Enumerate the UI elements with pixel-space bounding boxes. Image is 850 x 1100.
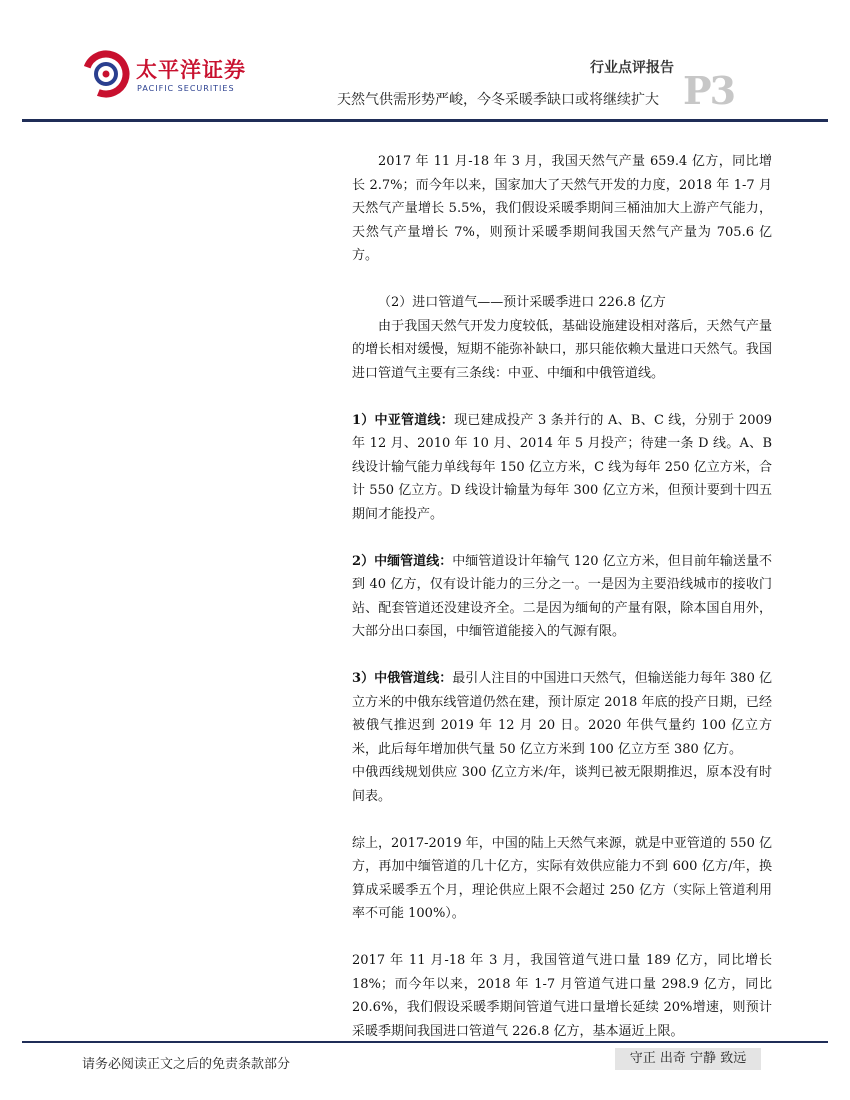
paragraph-russia-west-line: 中俄西线规划供应 300 亿立方米/年，谈判已被无限期推迟，原本没有时间表。 <box>352 765 772 804</box>
main-text <box>352 150 772 1043</box>
pacific-logo-mark-icon <box>78 44 130 104</box>
header-divider <box>22 119 828 122</box>
paragraph-gap <box>352 268 772 292</box>
page-number: P3 <box>683 68 735 113</box>
central-asia-pipeline-label: 1）中亚管道线： <box>352 412 455 428</box>
central-asia-pipeline-text: 现已建成投产 3 条并行的 A、B、C 线，分别于 2009 年 12 月、2010 年 10 月、2014 年 5 月投产；待建一条 D 线。A、B 线设计输气能力单线每年 150 亿立方米，C 线为每年 250 亿立方米，合计 550 亿立方。D 线设计输量为每年 300 亿立方米，但预计要到十四五期间才能投产。 <box>352 412 773 522</box>
company-logo <box>78 44 278 104</box>
report-subtitle: 天然气供需形势严峻，今冬采暖季缺口或将继续扩大 <box>337 92 659 108</box>
paragraph-myanmar-pipeline <box>352 550 772 644</box>
paragraph-gap <box>352 385 772 409</box>
footer-divider <box>22 1041 828 1043</box>
paragraph-gap <box>352 526 772 550</box>
paragraph-russia-pipeline <box>352 667 772 761</box>
logo-english-name: PACIFIC SECURITIES <box>137 84 235 93</box>
logo-chinese-name: 太平洋证券 <box>136 58 246 82</box>
paragraph-import-forecast: 2017 年 11 月-18 年 3 月，我国管道气进口量 189 亿方，同比增长 18%；而今年以来，2018 年 1-7 月管道气进口量 298.9 亿方，同比 20.6%，我们假设采暖季期间管道气进口量增长延续 20%增速，则预计采暖季期间我国进口管道气 226.8 亿方，基本逼近上限。 <box>352 953 772 1039</box>
paragraph-gap <box>352 926 772 950</box>
russia-pipeline-label: 3）中俄管道线： <box>352 671 453 686</box>
section-heading-pipeline-imports: （2）进口管道气——预计采暖季进口 226.8 亿方 <box>378 295 666 310</box>
footer-disclaimer: 请务必阅读正文之后的免责条款部分 <box>82 1057 291 1072</box>
paragraph-summary: 综上，2017-2019 年，中国的陆上天然气来源，就是中亚管道的 550 亿方，再加中缅管道的几十亿方，实际有效供应能力不到 600 亿方/年，换算成采暖季五个月，理论供应上限不会超过 250 亿方（实际上管道利用率不可能 100%）。 <box>352 835 772 921</box>
paragraph-domestic-production: 2017 年 11 月-18 年 3 月，我国天然气产量 659.4 亿方，同比增长 2.7%；而今年以来，国家加大了天然气开发的力度，2018 年 1-7 月天然气产量增长 5.5%，我们假设采暖季期间三桶油加大上游产气能力，天然气产量增长 7%，则预计采暖季期间我国天然气产量为 705.6 亿方。 <box>352 154 772 263</box>
myanmar-pipeline-label: 2）中缅管道线： <box>352 553 453 569</box>
myanmar-pipeline-text: 中缅管道设计年输气 120 亿立方米，但目前年输送量不到 40 亿方，仅有设计能力的三分之一。一是因为主要沿线城市的接收门站、配套管道还没建设齐全。二是因为缅甸的产量有限，除本国自用外，大部分出口泰国，中缅管道能接入的气源有限。 <box>352 553 773 639</box>
report-type-label: 行业点评报告 <box>590 60 674 76</box>
footer-motto: 守正 出奇 宁静 致远 <box>615 1048 761 1070</box>
paragraph-gap <box>352 808 772 832</box>
paragraph-central-asia-pipeline <box>352 409 772 527</box>
paragraph-gap <box>352 644 772 668</box>
paragraph-pipeline-intro: 由于我国天然气开发力度较低，基础设施建设相对落后，天然气产量的增长相对缓慢，短期不能弥补缺口，那只能依赖大量进口天然气。我国进口管道气主要有三条线：中亚、中缅和中俄管道线。 <box>352 318 772 381</box>
russia-pipeline-text: 最引人注目的中国进口天然气，但输送能力每年 380 亿立方米的中俄东线管道仍然在建，预计原定 2018 年底的投产日期，已经被俄气推迟到 2019 年 12 月 20 日。2020 年供气量约 100 亿立方米，此后每年增加供气量 50 亿立方米到 100 亿立方至 380 亿方。 <box>352 671 773 757</box>
